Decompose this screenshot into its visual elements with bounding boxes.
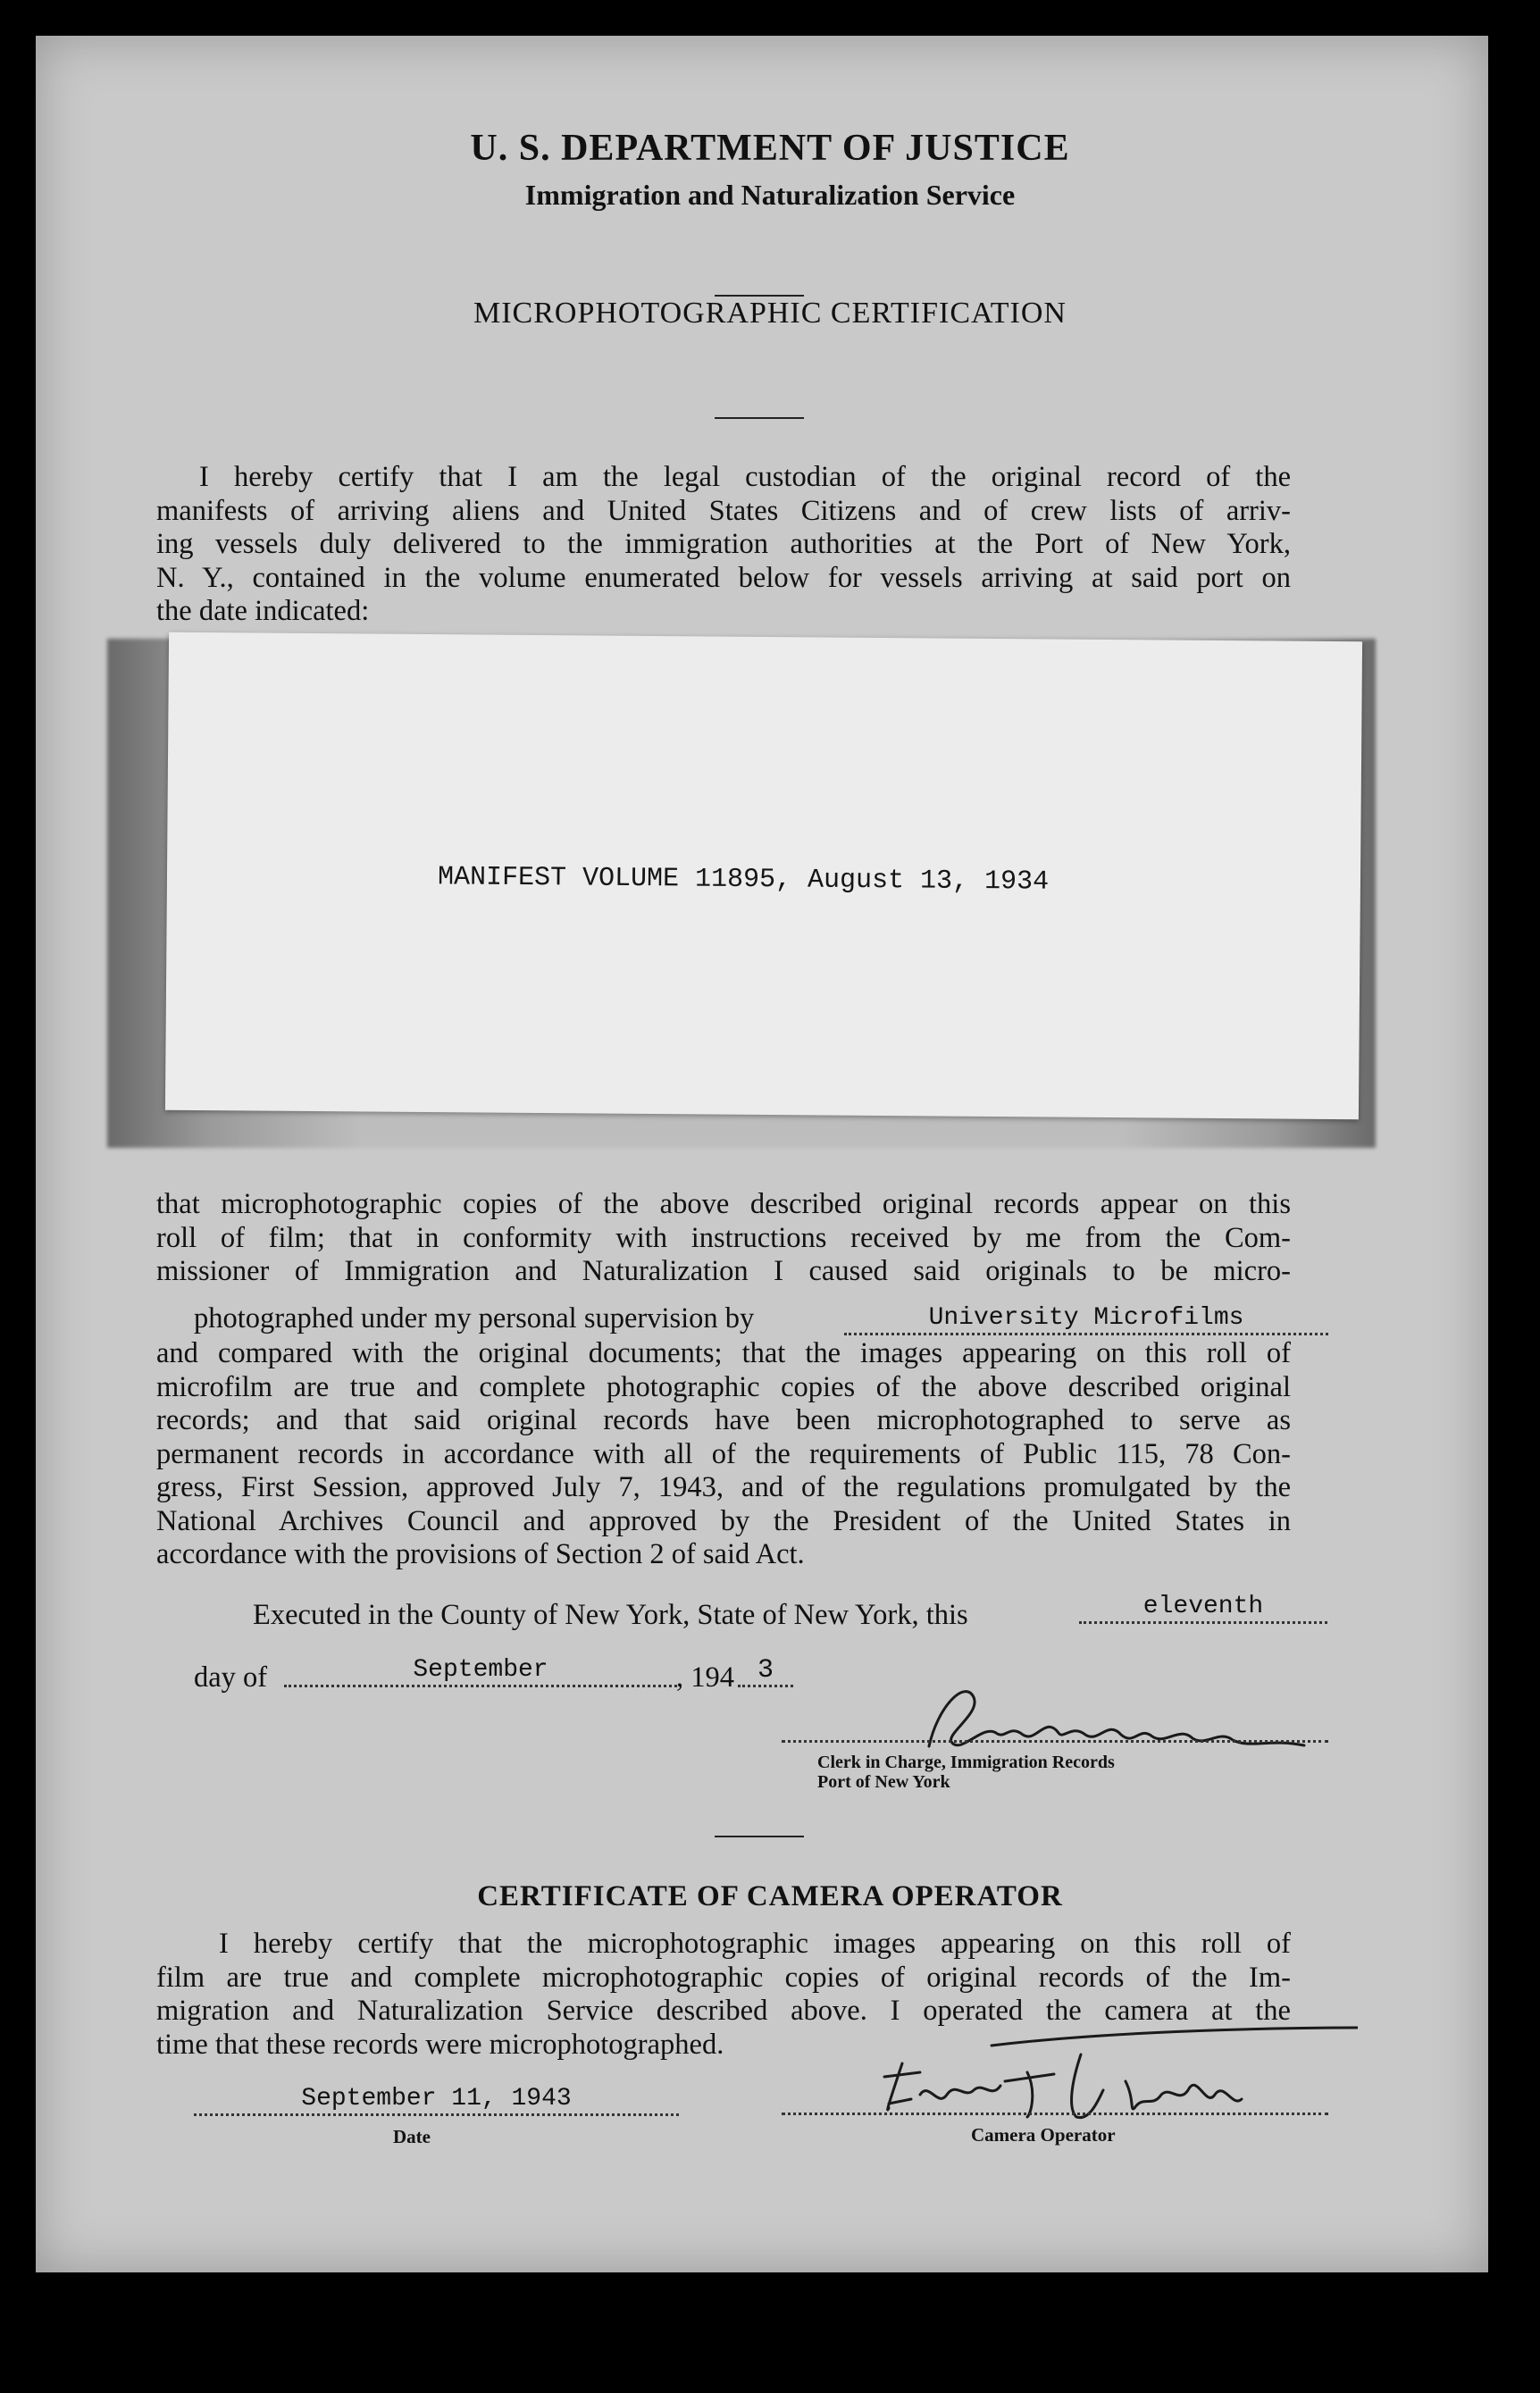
intro-line: N. Y., contained in the volume enumerated below for vessels arriving at said port on [156, 561, 1291, 594]
body-line: gress, First Session, approved July 7, 1943, and of the regulations promulgated by the [156, 1471, 1291, 1503]
certification-title: MICROPHOTOGRAPHIC CERTIFICATION [473, 297, 1067, 330]
date-caption: Date [393, 2126, 431, 2147]
body-line: missioner of Immigration and Naturalization I caused said originals to be micro- [156, 1255, 1291, 1287]
camera-date-field: September 11, 1943 [194, 2087, 679, 2116]
divider [715, 1836, 804, 1837]
supervision-prefix: photographed under my personal supervision by [194, 1302, 755, 1335]
camera-line: time that these records were microphotographed. [156, 2028, 724, 2061]
day-of-label: day of [194, 1661, 268, 1694]
intro-line: ing vessels duly delivered to the immigration authorities at the Port of New York, [156, 528, 1291, 560]
clerk-caption [817, 1753, 1115, 1792]
body-paragraph [156, 1188, 1291, 1289]
body-line: that microphotographic copies of the above described original records appear on this [156, 1188, 1291, 1220]
clerk-signature-line [782, 1740, 1328, 1743]
year-prefix: , 194 [676, 1661, 734, 1694]
body-line: microfilm are true and complete photographic copies of the above described original [156, 1370, 1291, 1403]
body-line: National Archives Council and approved by the President of the United States in [156, 1504, 1291, 1537]
supervision-name-field: University Microfilms [844, 1306, 1328, 1335]
body-paragraph-continued [156, 1337, 1291, 1572]
camera-line: film are true and complete microphotographic copies of original records of the Im- [156, 1961, 1291, 1994]
operator-caption: Camera Operator [971, 2124, 1116, 2146]
service-subheading: Immigration and Naturalization Service [524, 179, 1016, 211]
intro-line: the date indicated: [156, 595, 370, 627]
body-line: records; and that said original records have been microphotographed to serve as [156, 1404, 1291, 1436]
operator-signature-line [782, 2113, 1328, 2115]
intro-paragraph [156, 461, 1291, 629]
body-line: roll of film; that in conformity with instructions received by me from the Com- [156, 1221, 1291, 1254]
clerk-caption-line: Port of New York [817, 1772, 950, 1792]
camera-operator-title: CERTIFICATE OF CAMERA OPERATOR [477, 1880, 1063, 1912]
department-heading: U. S. DEPARTMENT OF JUSTICE [470, 128, 1070, 169]
camera-line: migration and Naturalization Service described above. I operated the camera at the [156, 1995, 1291, 2027]
year-digit-field: 3 [738, 1658, 793, 1687]
supervision-line [194, 1302, 754, 1335]
divider [715, 417, 804, 419]
body-line: permanent records in accordance with all of the requirements of Public 115, 78 Con- [156, 1437, 1291, 1470]
intro-line: manifests of arriving aliens and United States Citizens and of crew lists of arriv- [156, 494, 1291, 527]
body-line: and compared with the original documents; that the images appearing on this roll of [156, 1337, 1291, 1369]
month-field: September [284, 1658, 677, 1687]
executed-day-field: eleventh [1079, 1594, 1327, 1624]
executed-line: Executed in the County of New York, State of New York, this [253, 1599, 968, 1631]
clerk-caption-line: Clerk in Charge, Immigration Records [817, 1753, 1115, 1772]
intro-line: I hereby certify that I am the legal custodian of the original record of the [199, 461, 1291, 493]
manifest-card-text: MANIFEST VOLUME 11895, August 13, 1934 [437, 862, 1050, 898]
body-line: accordance with the provisions of Section 2 of said Act. [156, 1538, 805, 1570]
camera-line: I hereby certify that the microphotographic images appearing on this roll of [219, 1928, 1291, 1960]
